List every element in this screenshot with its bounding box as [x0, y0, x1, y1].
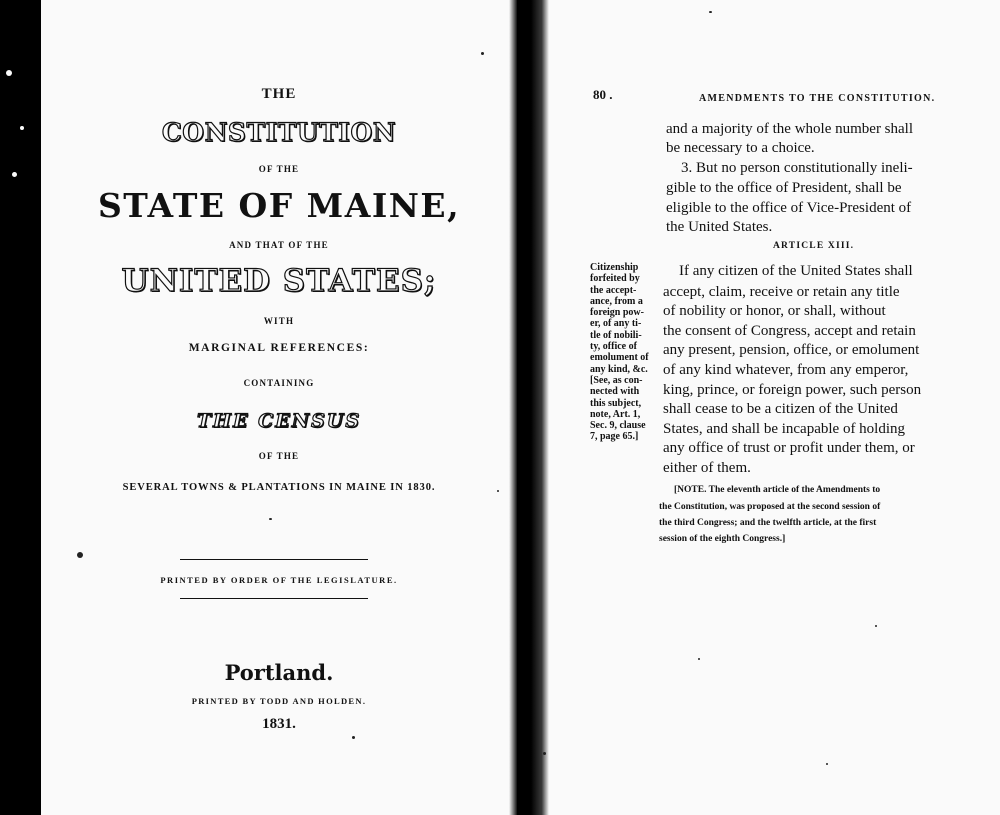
margin-note-line: [See, as con-: [590, 374, 643, 386]
article-line: either of them.: [663, 460, 751, 476]
ink-speck: [269, 518, 272, 520]
ink-speck: [826, 763, 828, 765]
printed-by-order: PRINTED BY ORDER OF THE LEGISLATURE.: [160, 575, 398, 585]
article-line: of nobility or honor, or shall, without: [663, 303, 886, 319]
title-page: [41, 0, 517, 815]
note-line: the third Congress; and the twelfth article, at the first: [659, 518, 877, 528]
body-line: be necessary to a choice.: [666, 140, 815, 156]
page-gutter-shadow: [531, 0, 549, 815]
margin-note-line: Sec. 9, clause: [590, 420, 646, 432]
margin-note-line: nected with: [590, 386, 640, 398]
ink-speck: [698, 658, 700, 660]
title-the: THE: [261, 86, 297, 102]
body-line: gible to the office of President, shall be: [666, 180, 902, 196]
with-line: WITH: [263, 316, 295, 326]
article-line: the consent of Congress, accept and retain: [663, 323, 916, 339]
margin-note-line: tle of nobili-: [590, 329, 642, 341]
body-line: 3. But no person constitutionally ineli-: [681, 160, 913, 176]
margin-note-line: the accept-: [590, 284, 637, 296]
article-line: any present, pension, office, or emolument: [663, 342, 920, 358]
body-line: eligible to the office of Vice-President of: [666, 200, 912, 216]
margin-note-line: emolument of: [590, 352, 649, 364]
ink-speck: [497, 490, 499, 492]
margin-note-line: er, of any ti-: [590, 318, 642, 330]
margin-note-line: this subject,: [590, 397, 642, 409]
marginal-references: MARGINAL REFERENCES:: [188, 342, 370, 354]
margin-note-line: any kind, &c.: [590, 363, 648, 375]
margin-note-line: ance, from a: [590, 295, 643, 307]
ink-speck: [77, 552, 83, 558]
united-states: UNITED STATES;: [121, 263, 437, 299]
amendments-page: [531, 0, 1000, 815]
edge-speck: [6, 70, 12, 76]
article-line: If any citizen of the United States shall: [679, 263, 913, 279]
ink-speck: [543, 752, 546, 755]
margin-note-line: Citizenship: [590, 262, 639, 273]
margin-note-line: ty, office of: [590, 341, 637, 353]
article-line: States, and shall be incapable of holding: [663, 421, 906, 437]
running-head: AMENDMENTS TO THE CONSTITUTION.: [699, 93, 936, 104]
article-line: any office of trust or profit under them, or: [663, 440, 915, 456]
edge-speck: [12, 172, 17, 177]
body-line: the United States.: [666, 219, 773, 235]
page-number: 80 .: [593, 87, 613, 102]
ink-speck: [352, 736, 355, 739]
rule-top: [180, 559, 368, 560]
article-line: shall cease to be a citizen of the United: [663, 401, 898, 417]
note-line: session of the eighth Congress.]: [659, 534, 786, 544]
title-constitution: CONSTITUTION: [161, 118, 397, 147]
article-line: king, prince, or foreign power, such person: [663, 382, 922, 398]
ink-speck: [481, 52, 484, 55]
margin-note-line: foreign pow-: [590, 307, 644, 319]
ink-speck: [875, 625, 877, 627]
article-line: of any kind whatever, from any emperor,: [663, 362, 909, 378]
the-census: THE CENSUS: [196, 410, 362, 432]
imprint-place: Portland.: [224, 660, 334, 685]
ink-speck: [709, 11, 712, 13]
several-towns-line: SEVERAL TOWNS & PLANTATIONS IN MAINE IN 1830.: [122, 482, 436, 493]
margin-note-line: forfeited by: [590, 273, 640, 285]
body-line: and a majority of the whole number shall: [666, 121, 914, 137]
edge-speck: [20, 126, 24, 130]
containing-line: CONTAINING: [243, 378, 315, 388]
of-the-line-1: OF THE: [258, 164, 300, 174]
note-line: [NOTE. The eleventh article of the Amendments to: [674, 485, 881, 495]
note-line: the Constitution, was proposed at the second session of: [659, 502, 881, 512]
margin-note-line: note, Art. 1,: [590, 408, 641, 420]
state-of-maine: STATE OF MAINE,: [97, 186, 461, 225]
margin-note-line: 7, page 65.]: [590, 431, 639, 443]
imprint-printer: PRINTED BY TODD AND HOLDEN.: [191, 696, 367, 706]
of-the-line-2: OF THE: [258, 451, 300, 461]
article-heading: ARTICLE XIII.: [773, 241, 855, 251]
article-line: accept, claim, receive or retain any title: [663, 284, 900, 300]
and-that-of-the: AND THAT OF THE: [229, 240, 329, 250]
rule-bottom: [180, 598, 368, 599]
imprint-year: 1831.: [262, 716, 296, 732]
margin-note: [590, 262, 662, 443]
